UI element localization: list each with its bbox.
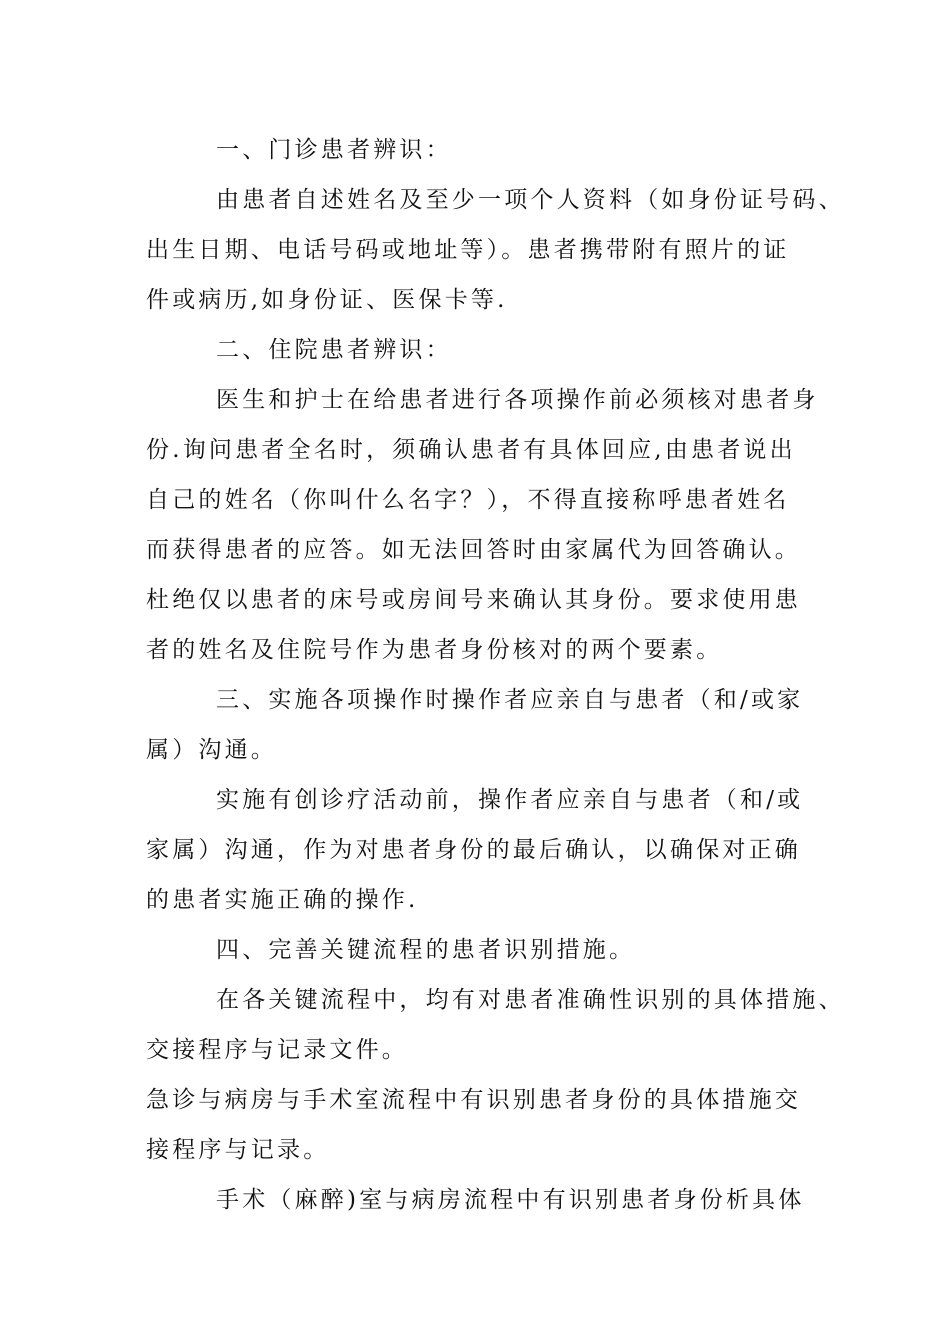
paragraph-line: 出生日期、电话号码或地址等）。患者携带附有照片的证 — [146, 237, 790, 263]
paragraph-line: 杜绝仅以患者的床号或房间号来确认其身份。要求使用患 — [146, 587, 801, 613]
paragraph-line: 接程序与记录。 — [146, 1137, 330, 1163]
paragraph-line: 实施有创诊疗活动前，操作者应亲自与患者（和/或 — [216, 787, 804, 813]
paragraph-line: 在各关键流程中，均有对患者准确性识别的具体措施、 — [216, 987, 845, 1013]
paragraph-line: 件或病历,如身份证、医保卡等. — [146, 287, 508, 313]
paragraph-line: 自己的姓名（你叫什么名字？），不得直接称呼患者姓名 — [146, 487, 790, 513]
paragraph-line: 医生和护士在给患者进行各项操作前必须核对患者身 — [216, 387, 819, 413]
paragraph-line: 的患者实施正确的操作. — [146, 887, 419, 913]
paragraph-line: 手术（麻醉)室与病房流程中有识别患者身份析具体 — [216, 1187, 805, 1213]
paragraph-line: 交接程序与记录文件。 — [146, 1037, 408, 1063]
section-heading-key-processes: 四、完善关键流程的患者识别措施。 — [216, 937, 636, 963]
paragraph-line: 属）沟通。 — [146, 737, 277, 763]
paragraph-line: 份.询问患者全名时，须确认患者有具体回应,由患者说出 — [146, 437, 796, 463]
section-heading-outpatient: 一、门诊患者辨识： — [216, 137, 452, 163]
section-heading-inpatient: 二、住院患者辨识： — [216, 337, 452, 363]
paragraph-line: 家属）沟通，作为对患者身份的最后确认，以确保对正确 — [146, 837, 801, 863]
paragraph-line: 急诊与病房与手术室流程中有识别患者身份的具体措施交 — [146, 1087, 801, 1113]
section-heading-communication: 三、实施各项操作时操作者应亲自与患者（和/或家 — [216, 687, 804, 713]
paragraph-line: 而获得患者的应答。如无法回答时由家属代为回答确认。 — [146, 537, 801, 563]
paragraph-line: 者的姓名及住院号作为患者身份核对的两个要素。 — [146, 637, 723, 663]
paragraph-line: 由患者自述姓名及至少一项个人资料（如身份证号码、 — [216, 187, 845, 213]
